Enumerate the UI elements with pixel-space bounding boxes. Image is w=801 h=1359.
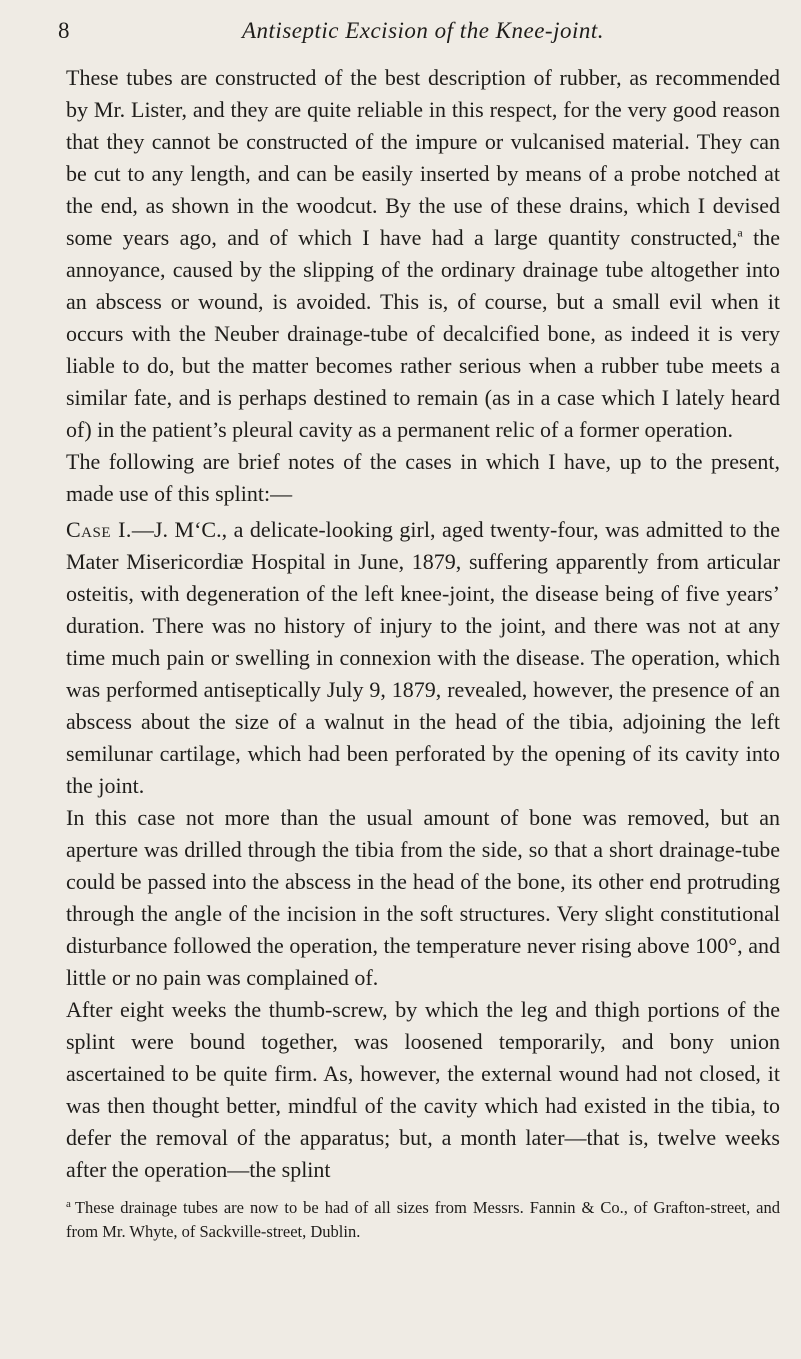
page-header	[58, 16, 780, 62]
footnote-reference: a	[737, 225, 743, 240]
paragraph-intro-cases	[66, 446, 780, 510]
paragraph-text: After eight weeks the thumb-screw, by which the leg and thigh portions of the splint were bound together, was loosened temporarily, and bony union ascertained to be quite firm. As, however, the external wound had not closed, it was then thought better, mindful of the cavity which had existed in the tibia, to defer the removal of the apparatus; but, a month later—that is, twelve weeks after the operation—the splint	[66, 997, 780, 1182]
page-number: 8	[58, 18, 70, 43]
paragraph-operation	[66, 802, 780, 994]
paragraph-text: The following are brief notes of the cases in which I have, up to the present, made use of this splint:—	[66, 449, 780, 506]
body-text	[66, 62, 780, 1186]
book-page	[58, 16, 780, 1244]
footnote	[66, 1196, 780, 1244]
paragraph-text: These tubes are constructed of the best description of rubber, as recommended by Mr. Lister, and they are quite reliable in this respect, for the very good reason that they cannot be constructed of the impure or vulcanised material. They can be cut to any length, and can be easily inserted by means of a probe notched at the end, as shown in the woodcut. By the use of these drains, which I devised some years ago, and of which I have had a large quantity constructed,	[66, 65, 780, 250]
paragraph-after-eight-weeks	[66, 994, 780, 1186]
running-title: Antiseptic Excision of the Knee-joint.	[241, 18, 604, 43]
paragraph-text: In this case not more than the usual amount of bone was removed, but an aperture was drilled through the tibia from the side, so that a short drainage-tube could be passed into the abscess in the head of the bone, its other end protruding through the angle of the incision in the soft structures. Very slight constitutional disturbance followed the operation, the temperature never rising above 100°, and little or no pain was complained of.	[66, 805, 780, 990]
paragraph-text: —J. M‘C., a delicate-looking girl, aged twenty-four, was admitted to the Mater Misericordiæ Hospital in June, 1879, suffering apparently from articular osteitis, with degeneration of the left knee-joint, the disease being of five years’ duration. There was no history of injury to the joint, and there was not at any time much pain or swelling in connexion with the disease. The operation, which was performed antiseptically July 9, 1879, revealed, however, the presence of an abscess about the size of a walnut in the head of the tibia, adjoining the left semilunar cartilage, which had been perforated by the opening of its cavity into the joint.	[66, 517, 780, 798]
footnote-text: These drainage tubes are now to be had of all sizes from Messrs. Fannin & Co., of Grafton-street, and from Mr. Whyte, of Sackville-street, Dublin.	[66, 1198, 780, 1241]
footnote-marker: a	[66, 1197, 71, 1210]
paragraph-case-one	[66, 514, 780, 802]
case-label: Case I.	[66, 517, 132, 542]
paragraph-text: the annoyance, caused by the slipping of the ordinary drainage tube altogether into an abscess or wound, is avoided. This is, of course, but a small evil when it occurs with the Neuber drainage-tube of decalcified bone, as indeed it is very liable to do, but the matter becomes rather serious when a rubber tube meets a similar fate, and is perhaps destined to remain (as in a case which I lately heard of) in the patient’s pleural cavity as a permanent relic of a former operation.	[66, 225, 780, 442]
paragraph-drainage-tubes	[66, 62, 780, 446]
